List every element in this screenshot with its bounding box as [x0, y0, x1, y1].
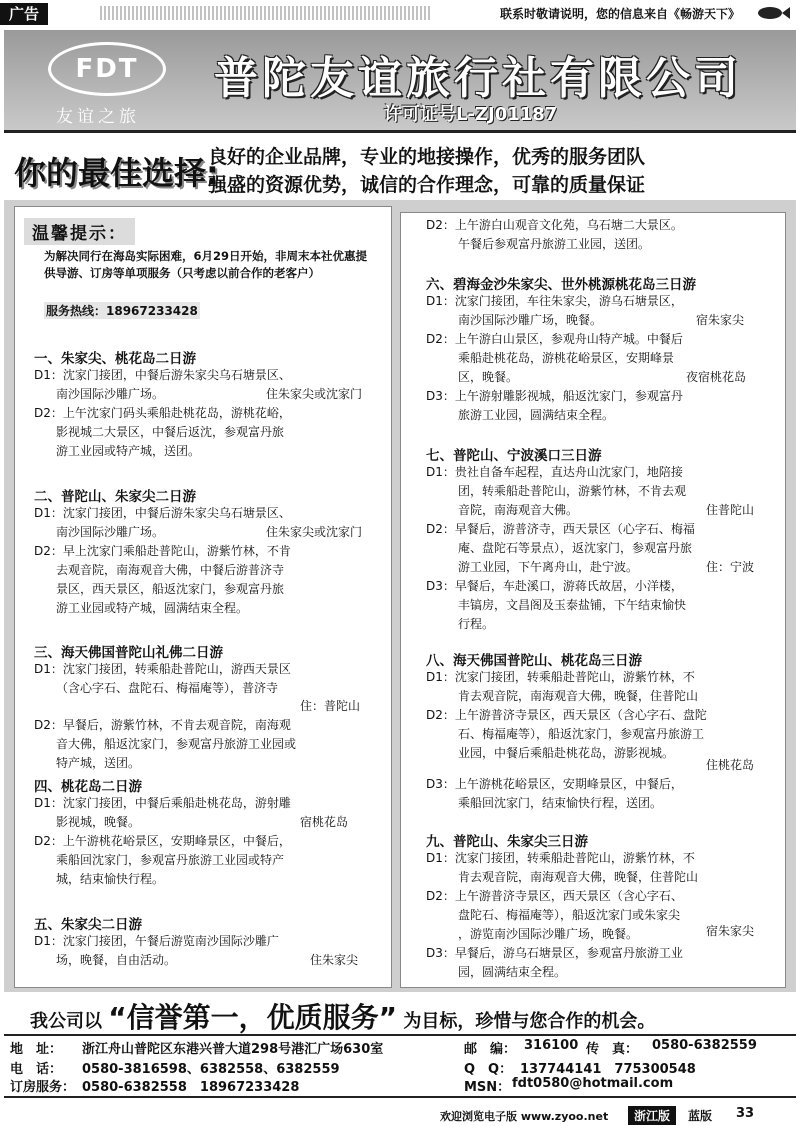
company-name: 普陀友谊旅行社有限公司 [214, 53, 742, 104]
itinerary-title: 三、海天佛国普陀山礼佛二日游 [34, 645, 223, 661]
top-stripe [100, 6, 430, 20]
company-header [4, 30, 796, 133]
lodging-tag: 住普陀山 [706, 503, 755, 517]
lodging-tag: 住朱家尖 [310, 953, 359, 967]
itinerary-line: D2：早餐后，游普济寺，西天景区（心字石、梅福 [426, 522, 695, 536]
itinerary-line: 肯去观音院，南海观音大佛，晚餐，住普陀山 [458, 870, 699, 884]
booking-label: 订房服务： [10, 1080, 76, 1095]
itinerary-line: D1：沈家门接团，中餐后游朱家尖乌石塘景区、 [34, 368, 291, 382]
itinerary-line: 城，结束愉快行程。 [56, 872, 165, 886]
itinerary-line: 乘船赴桃花岛，游桃花峪景区，安期峰景 [458, 351, 675, 365]
source-note: 联系时敬请说明，您的信息来自《畅游天下》 [499, 7, 740, 21]
itinerary-line: 庵、盘陀石等景点），返沈家门，参观富丹旅 [458, 541, 693, 555]
itinerary-line: D1：沈家门接团，转乘船赴普陀山，游紫竹林，不 [426, 670, 695, 684]
slogan-post: 为目标，珍惜与您合作的机会。 [403, 1011, 656, 1032]
slogan-text [208, 143, 645, 199]
zip-label: 邮 编： [464, 1042, 517, 1057]
itinerary-line: 盘陀石、梅福庵等），船返沈家门或朱家尖 [458, 908, 681, 922]
itinerary-title: 九、普陀山、朱家尖三日游 [426, 834, 588, 850]
itinerary-line: 乘船回沈家门，结束愉快行程，送团。 [458, 796, 663, 810]
itinerary-line: D3：早餐后，车赴溪口，游蒋氏故居，小洋楼， [426, 579, 683, 593]
itinerary-title: 五、朱家尖二日游 [34, 917, 142, 933]
itinerary-line: D1：贵社自备车起程，直达舟山沈家门，地陪接 [426, 465, 683, 479]
itinerary-line: 游工业园或特产城，圆满结束全程。 [56, 601, 249, 615]
fax: 0580-6382559 [652, 1038, 757, 1053]
itinerary-line: D2：早餐后，游紫竹林，不肯去观音院，南海观 [34, 718, 291, 732]
top-bar [0, 0, 800, 28]
itinerary-title: 二、普陀山、朱家尖二日游 [34, 489, 196, 505]
qq: 137744141 775300548 [520, 1062, 696, 1077]
itinerary-line: D1：沈家门接团，转乘船赴普陀山，游紫竹林，不 [426, 851, 695, 865]
itinerary-title: 四、桃花岛二日游 [34, 779, 142, 795]
itinerary-line: 行程。 [458, 617, 495, 631]
itinerary-line: D2：上午游白山观音文化苑，乌石塘二大景区。 [426, 218, 683, 232]
address: 浙江舟山普陀区东港兴普大道298号港汇广场630室 [82, 1042, 384, 1057]
msn-label: MSN： [464, 1080, 511, 1095]
itinerary-line: ，游览南沙国际沙雕广场，晚餐。 [458, 927, 639, 941]
itinerary-line: D2：上午游普济寺景区，西天景区（含心字石、 [426, 889, 683, 903]
booking: 0580-6382558 18967233428 [82, 1080, 300, 1095]
itinerary-line: 区，晚餐。 [458, 370, 519, 384]
itinerary-line: D3：上午游射雕影视城，船返沈家门，参观富丹 [426, 389, 683, 403]
footer-bar [0, 1104, 800, 1126]
itinerary-line: D3：早餐后，游乌石塘景区，参观富丹旅游工业 [426, 946, 683, 960]
itinerary-line: 影视城，晚餐。 [56, 815, 141, 829]
itinerary-line: D2：上午游桃花峪景区，安期峰景区，中餐后， [34, 834, 291, 848]
service-hotline: 服务热线：18967233428 [46, 304, 198, 318]
itinerary-line: 园，圆满结束全程。 [458, 965, 567, 979]
itinerary-line: 游工业园，下午离舟山，赴宁波。 [458, 560, 639, 574]
itinerary-line: D1：沈家门接团，中餐后游朱家尖乌石塘景区、 [34, 506, 291, 520]
itinerary-line: D1：沈家门接团，午餐后游览南沙国际沙雕广 [34, 934, 279, 948]
lodging-tag: 宿桃花岛 [300, 815, 349, 829]
itinerary-line: 场，晚餐，自由活动。 [56, 953, 177, 967]
fax-label: 传 真： [586, 1042, 639, 1057]
itinerary-line: 南沙国际沙雕广场，晚餐。 [458, 313, 603, 327]
itinerary-line: 团，转乘船赴普陀山，游紫竹林，不肯去观 [458, 484, 687, 498]
itinerary-line: （含心字石、盘陀石、梅福庵等），普济寺 [56, 681, 279, 695]
phone-label: 电 话： [10, 1062, 63, 1077]
slogan-title: 你的最佳选择: [14, 154, 219, 192]
license-number: 许可证号L-ZJ01187 [384, 104, 558, 125]
lodging-tag: 住桃花岛 [706, 758, 755, 772]
company-logo: FDT [48, 42, 166, 96]
qq-label: Q Q： [464, 1062, 513, 1077]
itinerary-line: 南沙国际沙雕广场。 [56, 387, 165, 401]
itinerary-line: 影视城二大景区，中餐后返沈，参观富丹旅 [56, 425, 285, 439]
blue-edition: 蓝版 [688, 1109, 713, 1123]
itinerary-line: 业园，中餐后乘船赴桃花岛，游影视城。 [458, 746, 675, 760]
website-note: 欢迎浏览电子版 www.zyoo.net [440, 1110, 609, 1123]
slogan-pre: 我公司以 [30, 1011, 102, 1032]
fish-icon [752, 3, 792, 23]
itinerary-line: 特产城，送团。 [56, 756, 141, 770]
itinerary-title: 一、朱家尖、桃花岛二日游 [34, 351, 196, 367]
itinerary-line: 乘船回沈家门，参观富丹旅游工业园或特产 [56, 853, 285, 867]
itinerary-line: 肯去观音院，南海观音大佛，晚餐，住普陀山 [458, 689, 699, 703]
logo-subtitle: 友谊之旅 [56, 107, 140, 127]
itinerary-line: D1：沈家门接团，车往朱家尖，游乌石塘景区， [426, 294, 683, 308]
itinerary-line: 旅游工业园，圆满结束全程。 [458, 408, 615, 422]
itinerary-line: D2：上午游白山景区，参观舟山特产城。中餐后 [426, 332, 683, 346]
itinerary-line: 石、梅福庵等），船返沈家门，参观富丹旅游工 [458, 727, 705, 741]
itinerary-line: 午餐后参观富丹旅游工业园，送团。 [458, 237, 651, 251]
ad-label: 广告 [0, 3, 48, 25]
itinerary-line: D3：上午游桃花峪景区，安期峰景区，中餐后， [426, 777, 683, 791]
itinerary-line: 丰镐房，文昌阁及玉泰盐铺，下午结束愉快 [458, 598, 687, 612]
lodging-tag: 住朱家尖或沈家门 [266, 387, 363, 401]
lodging-tag: 住朱家尖或沈家门 [266, 525, 363, 539]
itinerary-title: 七、普陀山、宁波溪口三日游 [426, 448, 602, 464]
slogan-line-2: 强盛的资源优势，诚信的合作理念，可靠的质量保证 [208, 174, 646, 196]
itinerary-line: 去观音院，南海观音大佛，中餐后游普济寺 [56, 563, 285, 577]
itinerary-line: D1：沈家门接团，转乘船赴普陀山，游西天景区 [34, 662, 291, 676]
edition-badge: 浙江版 [628, 1106, 676, 1125]
lodging-tag: 住：普陀山 [300, 699, 361, 713]
itinerary-line: 景区，西天景区，船返沈家门，参观富丹旅 [56, 582, 285, 596]
slogan-quote: “信誉第一，优质服务” [108, 1001, 398, 1034]
itinerary-line: D2：早上沈家门乘船赴普陀山，游紫竹林，不肯 [34, 544, 291, 558]
itinerary-title: 六、碧海金沙朱家尖、世外桃源桃花岛三日游 [426, 277, 696, 293]
zip: 316100 [524, 1038, 579, 1053]
itinerary-line: 音大佛，船返沈家门，参观富丹旅游工业园或 [56, 737, 297, 751]
lodging-tag: 宿朱家尖 [696, 313, 745, 327]
slogan-line-1: 良好的企业品牌，专业的地接操作，优秀的服务团队 [208, 146, 646, 168]
notice-text: 为解决同行在海岛实际困难，6月29日开始，非周末本社优惠提供导游、订房等单项服务（只考虑以前合作的老客户） [44, 249, 368, 280]
msn: fdt0580@hotmail.com [512, 1076, 674, 1091]
itinerary-line: 游工业园或特产城，送团。 [56, 444, 201, 458]
itinerary-line: D1：沈家门接团，中餐后乘船赴桃花岛，游射雕 [34, 796, 291, 810]
itinerary-line: 南沙国际沙雕广场。 [56, 525, 165, 539]
itinerary-line: D2：上午沈家门码头乘船赴桃花岛，游桃花峪， [34, 406, 291, 420]
bottom-slogan [30, 996, 655, 1036]
itinerary-line: 音院，南海观音大佛。 [458, 503, 579, 517]
address-label: 地 址： [10, 1042, 63, 1057]
lodging-tag: 宿朱家尖 [706, 924, 755, 938]
lodging-tag: 夜宿桃花岛 [686, 370, 747, 384]
itinerary-title: 八、海天佛国普陀山、桃花岛三日游 [426, 653, 642, 669]
page-number: 33 [736, 1106, 755, 1121]
phone: 0580-3816598、6382558、6382559 [82, 1062, 340, 1077]
notice-title: 温馨提示： [24, 218, 135, 245]
lodging-tag: 住：宁波 [706, 560, 755, 574]
itinerary-line: D2：上午游普济寺景区，西天景区（含心字石、盘陀 [426, 708, 707, 722]
